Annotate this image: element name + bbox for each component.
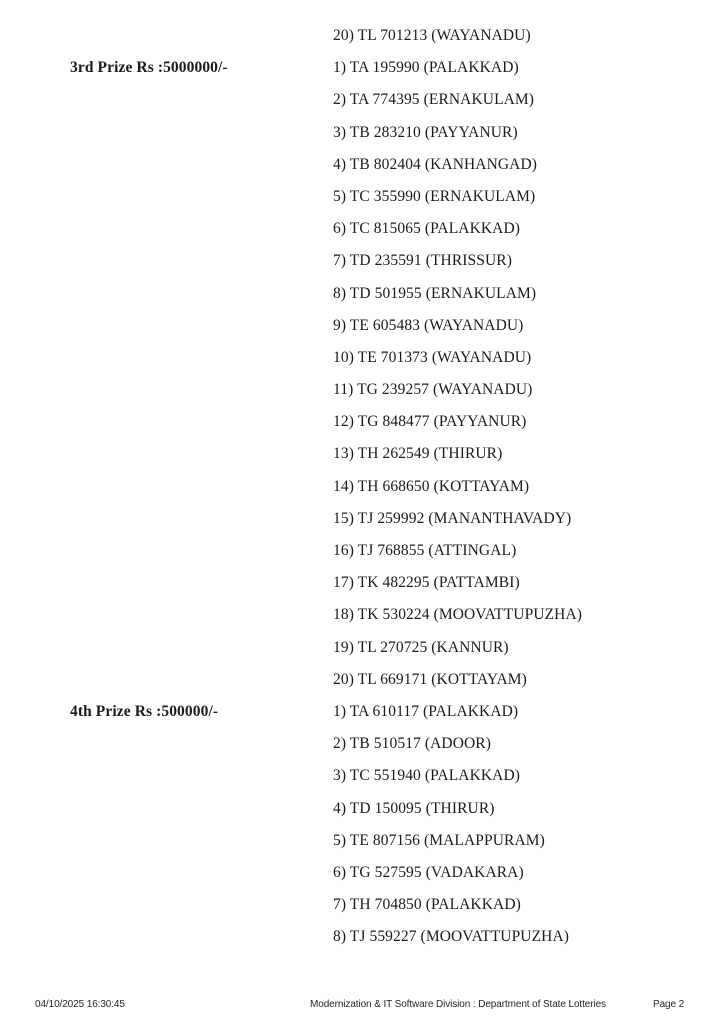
result-entry: 11) TG 239257 (WAYANADU) <box>333 381 533 399</box>
result-row <box>0 412 724 444</box>
footer-page-number: Page 2 <box>653 999 685 1010</box>
result-entry: 20) TL 701213 (WAYANADU) <box>333 27 531 44</box>
result-row <box>0 316 724 348</box>
result-entry: 19) TL 270725 (KANNUR) <box>333 638 509 656</box>
result-entry: 20) TL 669171 (KOTTAYAM) <box>333 670 527 688</box>
footer-division-title: Modernization & IT Software Division : Department of State Lotteries <box>310 999 606 1010</box>
prize-label: 3rd Prize Rs :5000000/- <box>70 59 228 77</box>
result-entry: 8) TJ 559227 (MOOVATTUPUZHA) <box>333 928 570 946</box>
result-row <box>0 605 724 637</box>
result-row <box>0 766 724 798</box>
result-entry: 1) TA 610117 (PALAKKAD) <box>333 702 519 720</box>
result-entry: 2) TB 510517 (ADOOR) <box>333 735 491 753</box>
result-row <box>0 90 724 122</box>
result-entry: 4) TB 802404 (KANHANGAD) <box>333 155 538 173</box>
result-row <box>0 573 724 605</box>
page-footer <box>0 998 724 1012</box>
result-entry: 18) TK 530224 (MOOVATTUPUZHA) <box>333 606 583 624</box>
result-row <box>0 670 724 702</box>
result-row <box>0 831 724 863</box>
result-row <box>0 58 724 90</box>
result-row <box>0 444 724 476</box>
result-row <box>0 509 724 541</box>
result-entry: 16) TJ 768855 (ATTINGAL) <box>333 542 517 559</box>
result-row <box>0 895 724 927</box>
result-row <box>0 251 724 283</box>
result-entry: 9) TE 605483 (WAYANADU) <box>333 316 524 334</box>
result-row <box>0 219 724 251</box>
result-entry: 2) TA 774395 (ERNAKULAM) <box>333 91 535 109</box>
result-row <box>0 799 724 831</box>
result-row <box>0 123 724 155</box>
result-row <box>0 702 724 734</box>
result-row <box>0 541 724 573</box>
result-row <box>0 284 724 316</box>
result-entry: 13) TH 262549 (THIRUR) <box>333 445 503 463</box>
result-entry: 3) TB 283210 (PAYYANUR) <box>333 123 518 141</box>
result-row <box>0 477 724 509</box>
result-entry: 8) TD 501955 (ERNAKULAM) <box>333 284 537 302</box>
result-row <box>0 155 724 187</box>
result-row <box>0 638 724 670</box>
result-entry: 17) TK 482295 (PATTAMBI) <box>333 574 520 592</box>
result-entry: 7) TH 704850 (PALAKKAD) <box>333 896 521 914</box>
result-entry: 4) TD 150095 (THIRUR) <box>333 799 495 817</box>
result-entry: 15) TJ 259992 (MANANTHAVADY) <box>333 509 572 527</box>
result-entry: 6) TC 815065 (PALAKKAD) <box>333 220 521 238</box>
result-row <box>0 380 724 412</box>
result-entry: 5) TC 355990 (ERNAKULAM) <box>333 187 536 205</box>
prize-label: 4th Prize Rs :500000/- <box>70 702 219 720</box>
result-entry: 5) TE 807156 (MALAPPURAM) <box>333 831 545 849</box>
result-row <box>0 863 724 895</box>
result-row <box>0 348 724 380</box>
result-entry: 3) TC 551940 (PALAKKAD) <box>333 767 521 785</box>
result-entry: 12) TG 848477 (PAYYANUR) <box>333 413 527 431</box>
result-entry: 14) TH 668650 (KOTTAYAM) <box>333 477 530 495</box>
result-entry: 10) TE 701373 (WAYANADU) <box>333 348 532 366</box>
result-entry: 7) TD 235591 (THRISSUR) <box>333 252 512 270</box>
result-row <box>0 927 724 959</box>
footer-timestamp: 04/10/2025 16:30:45 <box>35 999 125 1010</box>
result-entry: 1) TA 195990 (PALAKKAD) <box>333 59 519 77</box>
result-row <box>0 734 724 766</box>
result-entry: 6) TG 527595 (VADAKARA) <box>333 863 524 881</box>
result-row <box>0 187 724 219</box>
prize-results-list <box>0 26 724 959</box>
result-row <box>0 26 724 58</box>
